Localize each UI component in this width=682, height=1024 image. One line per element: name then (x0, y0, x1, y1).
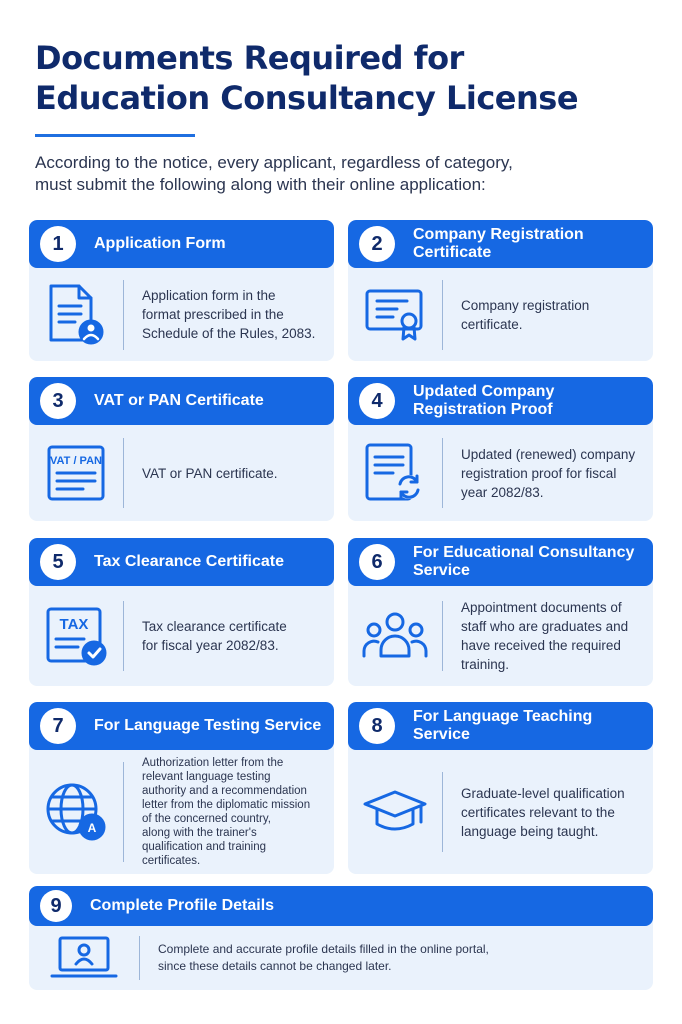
card-title: Company Registration Certificate (413, 226, 584, 261)
card-body (348, 750, 653, 874)
document-user-icon (29, 282, 123, 348)
team-icon (348, 610, 442, 662)
vat-pan-card-icon (29, 443, 123, 503)
card-company-registration (348, 220, 653, 361)
certificate-icon (348, 285, 442, 345)
card-header (29, 538, 334, 586)
card-header (348, 702, 653, 750)
step-number: 4 (359, 383, 395, 419)
card-tax-clearance (29, 538, 334, 686)
card-title: Complete Profile Details (90, 897, 275, 914)
step-number: 7 (40, 708, 76, 744)
card-header (29, 220, 334, 268)
card-application-form (29, 220, 334, 361)
step-number: 3 (40, 383, 76, 419)
card-title: VAT or PAN Certificate (94, 392, 264, 409)
card-updated-registration (348, 377, 653, 521)
card-description: Company registration certificate. (461, 297, 590, 332)
card-vat-pan (29, 377, 334, 521)
svg-text:A: A (87, 821, 97, 835)
step-number: 9 (40, 890, 72, 922)
step-number: 2 (359, 226, 395, 262)
intro-line-1: According to the notice, every applicant, regardless of category, (35, 153, 513, 172)
card-title: For Educational Consultancy Service (413, 544, 635, 579)
card-header (348, 538, 653, 586)
card-description: Application form in the format prescribed in the Schedule of the Rules, 2083. (142, 288, 316, 341)
document-refresh-icon (348, 441, 442, 505)
card-language-testing (29, 702, 334, 874)
card-body (348, 586, 653, 686)
step-number: 8 (359, 708, 395, 744)
title-line-1: Documents Required for (35, 39, 464, 77)
card-body (29, 750, 334, 874)
card-title: Application Form (94, 235, 226, 252)
card-description: Complete and accurate profile details filled in the online portal, since these details cannot be changed later. (158, 942, 489, 973)
card-description: Graduate-level qualification certificates relevant to the language being taught. (461, 785, 625, 839)
card-description: Authorization letter from the relevant language testing authority and a recommendation letter from the diplomatic mission of the concerned country, along with the trainer's qualification and training certificates. (142, 757, 311, 867)
intro-text (35, 152, 655, 196)
card-body (29, 268, 334, 361)
card-body (348, 425, 653, 521)
step-number: 6 (359, 544, 395, 580)
svg-text:VAT / PAN: VAT / PAN (50, 455, 102, 467)
title-line-2: Education Consultancy License (35, 79, 579, 117)
card-profile-details (29, 886, 653, 990)
intro-line-2: must submit the following along with their online application: (35, 175, 486, 194)
card-body (348, 268, 653, 361)
card-educational-consultancy (348, 538, 653, 686)
card-title: Tax Clearance Certificate (94, 553, 285, 570)
step-number: 1 (40, 226, 76, 262)
tax-check-icon (29, 605, 123, 667)
title-underline (35, 134, 195, 137)
card-description: VAT or PAN certificate. (142, 465, 278, 481)
card-title: Updated Company Registration Proof (413, 383, 555, 418)
page-title (35, 38, 655, 118)
card-title: For Language Teaching Service (413, 708, 593, 743)
card-body (29, 926, 653, 990)
card-header (348, 220, 653, 268)
card-header (29, 377, 334, 425)
card-description: Tax clearance certificate for fiscal year 2082/83. (142, 619, 287, 653)
svg-text:TAX: TAX (59, 616, 89, 633)
card-header (29, 702, 334, 750)
card-description: Updated (renewed) company registration proof for fiscal year 2082/83. (461, 446, 636, 500)
card-header (348, 377, 653, 425)
laptop-profile-icon (29, 934, 139, 982)
card-body (29, 425, 334, 521)
card-body (29, 586, 334, 686)
step-number: 5 (40, 544, 76, 580)
globe-translate-icon (29, 781, 123, 843)
card-description: Appointment documents of staff who are graduates and have received the required training. (461, 600, 629, 672)
card-language-teaching (348, 702, 653, 874)
card-title: For Language Testing Service (94, 717, 322, 734)
graduation-cap-icon (348, 786, 442, 838)
card-header (29, 886, 653, 926)
